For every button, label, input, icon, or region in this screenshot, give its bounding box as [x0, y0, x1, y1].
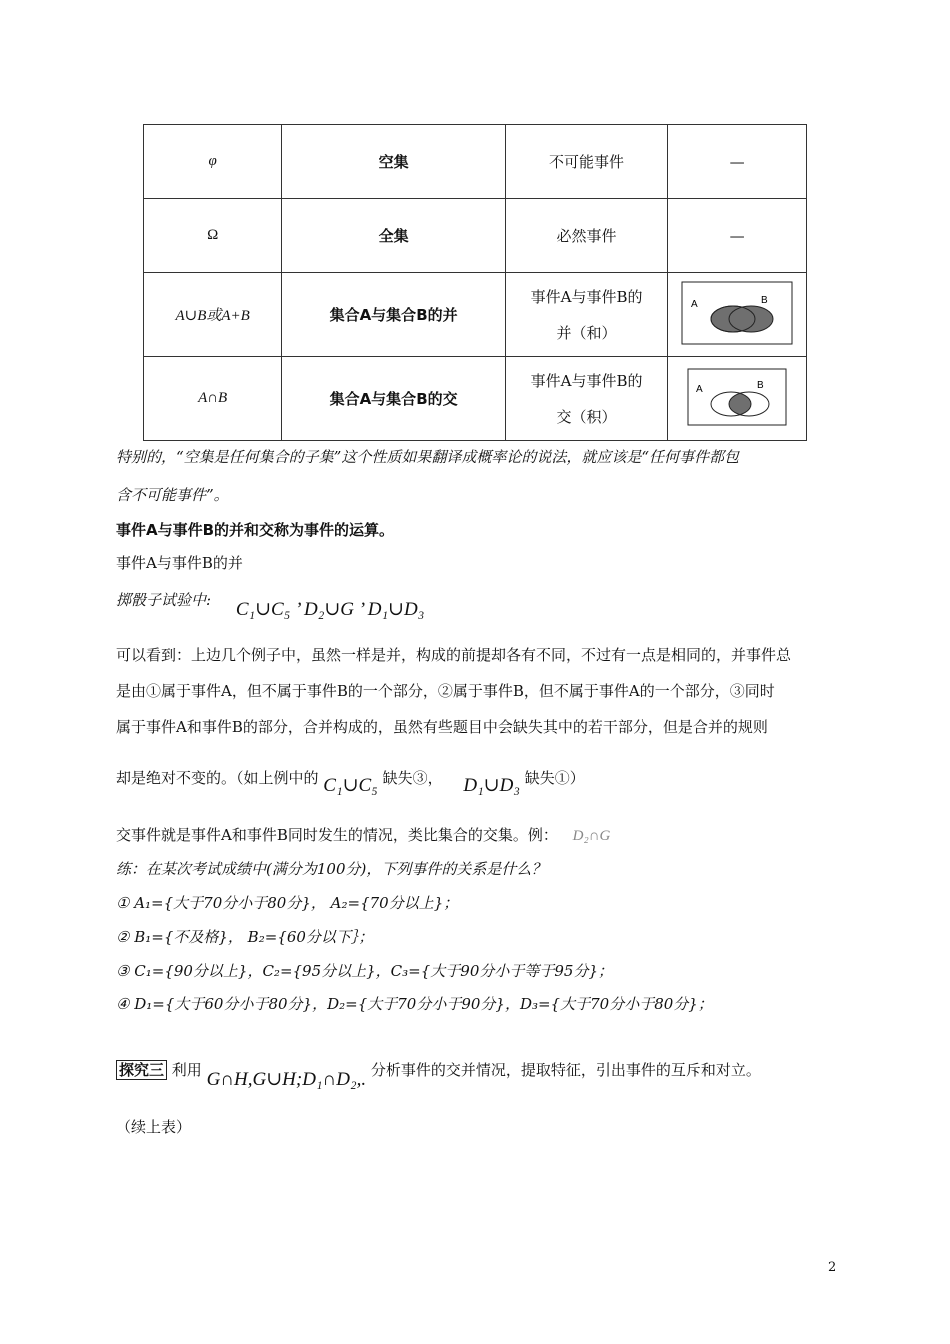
- union-venn-diagram: [681, 281, 793, 345]
- diagram-cell: —: [668, 199, 807, 273]
- text-segment: 利用: [171, 1061, 202, 1079]
- table-row: [144, 273, 807, 357]
- exercise-prompt: 练：在某次考试成绩中(满分为100分)，下列事件的关系是什么？: [116, 860, 547, 878]
- symbol-cell: Ω: [144, 199, 282, 273]
- event-term-cell: 不可能事件: [505, 125, 667, 199]
- paragraph-line: [116, 824, 610, 845]
- symbol-cell: φ: [144, 125, 282, 199]
- exercise-item: ③ C₁={90分以上}，C₂={95分以上}，C₃={大于90分小于等于95分}；: [116, 962, 614, 980]
- set-term-cell: 空集: [282, 125, 506, 199]
- paragraph-line: 事件A与事件B的并: [116, 554, 243, 572]
- formula: D₂∩G: [572, 828, 611, 844]
- event-term-line: 事件A与事件B的: [530, 287, 643, 306]
- set-term-cell: 集合A与集合B的并: [282, 273, 506, 357]
- event-term-cell: [505, 273, 667, 357]
- formula: C₁∪C₅ ’ D₂∪G ’ D₁∪D₃: [235, 599, 425, 620]
- table-row: [144, 125, 807, 199]
- venn-label-b: B: [761, 294, 768, 306]
- paragraph-line: 可以看到：上边几个例子中，虽然一样是并，构成的前提却各有不同，不过有一点是相同的，并事件总: [116, 646, 792, 664]
- event-term-cell: 必然事件: [505, 199, 667, 273]
- example-label: 掷骰子试验中:: [116, 591, 212, 609]
- exercise-item: ④ D₁={大于60分小于80分}，D₂={大于70分小于90分}，D₃={大于70分小于80分}；: [116, 995, 713, 1013]
- formula: C₁∪C₅: [323, 775, 378, 796]
- set-event-table: [143, 124, 807, 441]
- symbol-cell: A∪B或A+B: [144, 273, 282, 357]
- text-segment: 交事件就是事件A和事件B同时发生的情况，类比集合的交集。例：: [116, 826, 558, 844]
- diagram-cell: —: [668, 125, 807, 199]
- intersection-venn-diagram: [687, 368, 787, 426]
- table-row: [144, 357, 807, 441]
- paragraph-line: 含不可能事件”。: [116, 486, 229, 504]
- diagram-cell: [668, 357, 807, 441]
- paragraph-line: 属于事件A和事件B的部分，合并构成的，虽然有些题目中会缺失其中的若干部分，但是合并的规则: [116, 718, 768, 736]
- venn-label-a: A: [691, 298, 698, 310]
- paragraph-line: 特别的，“空集是任何集合的子集”这个性质如果翻译成概率论的说法，就应该是“任何事件都包: [116, 448, 740, 466]
- formula: D₁∪D₃: [463, 775, 520, 796]
- heading-line: 事件A与事件B的并和交称为事件的运算。: [116, 521, 395, 539]
- event-term-cell: [505, 357, 667, 441]
- text-segment: 却是绝对不变的。（如上例中的: [116, 769, 319, 787]
- set-term-cell: 集合A与集合B的交: [282, 357, 506, 441]
- text-segment: 缺失①）: [524, 769, 585, 787]
- page-number: 2: [828, 1260, 837, 1275]
- event-term-line: 并（和）: [556, 323, 617, 342]
- text-segment: 分析事件的交并情况，提取特征，引出事件的互斥和对立。: [370, 1061, 761, 1079]
- exercise-item: ① A₁={大于70分小于80分}， A₂={70分以上}；: [116, 894, 459, 912]
- diagram-cell: [668, 273, 807, 357]
- event-term-line: 事件A与事件B的: [530, 371, 643, 390]
- venn-label-a: A: [696, 383, 703, 395]
- formula: G∩H,G∪H;D₁∩D₂,.: [206, 1069, 367, 1090]
- inquiry-label: 探究三: [116, 1060, 167, 1080]
- paragraph-line: 是由①属于事件A，但不属于事件B的一个部分，②属于事件B，但不属于事件A的一个部分，③同时: [116, 682, 775, 700]
- text-segment: 缺失③，: [382, 769, 443, 787]
- table-row: [144, 199, 807, 273]
- event-term-line: 交（积）: [556, 407, 617, 426]
- symbol-cell: A∩B: [144, 357, 282, 441]
- dice-example-line: [116, 588, 425, 620]
- paragraph-line: （续上表）: [116, 1118, 192, 1136]
- inquiry-line: [116, 1058, 761, 1090]
- exercise-item: ② B₁={不及格}， B₂={60分以下｝；: [116, 928, 374, 946]
- venn-label-b: B: [757, 379, 764, 391]
- set-term-cell: 全集: [282, 199, 506, 273]
- paragraph-line: [116, 766, 585, 796]
